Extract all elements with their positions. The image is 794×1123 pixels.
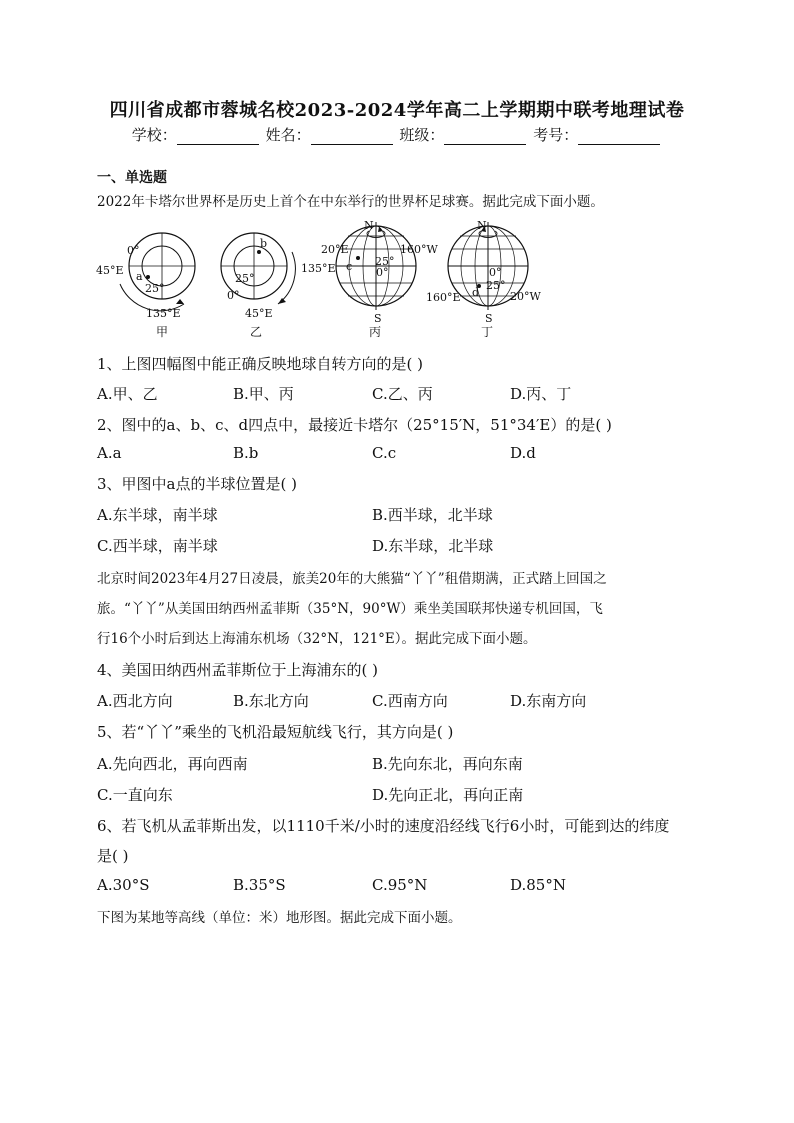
q2-option-b[interactable]: B.b — [233, 444, 259, 462]
label-45e: 45°E — [96, 264, 124, 277]
school-blank[interactable] — [177, 130, 259, 145]
figure-ding — [426, 219, 541, 339]
label-135e: 135°E — [301, 262, 336, 275]
q6-option-c[interactable]: C.95°N — [372, 876, 428, 894]
q5-option-c[interactable]: C.一直向东 — [97, 786, 173, 804]
label-n: N — [364, 219, 374, 232]
point-c — [356, 256, 360, 260]
school-label: 学校： — [131, 126, 177, 144]
q1-option-a[interactable]: A.甲、乙 — [97, 385, 158, 403]
label-c: c — [346, 260, 353, 273]
caption-ding: 丁 — [481, 325, 494, 339]
student-info-line — [0, 124, 794, 145]
globe-figures — [92, 216, 712, 346]
q6-option-b[interactable]: B.35°S — [233, 876, 286, 894]
caption-yi: 乙 — [250, 325, 263, 339]
question-5-stem: 5、若“丫丫”乘坐的飞机沿最短航线飞行，其方向是( ) — [97, 723, 454, 741]
q5-option-b[interactable]: B.先向东北，再向东南 — [372, 755, 523, 773]
label-0: 0° — [376, 266, 389, 279]
label-45e: 45°E — [245, 307, 273, 320]
exam-no-label: 考号： — [533, 126, 579, 144]
q3-option-a[interactable]: A.东半球，南半球 — [97, 506, 218, 524]
name-blank[interactable] — [311, 130, 393, 145]
figure-yi — [221, 233, 336, 339]
figure-bing — [321, 219, 438, 339]
point-a — [146, 275, 150, 279]
label-s: S — [374, 312, 382, 325]
q2-option-d[interactable]: D.d — [510, 444, 536, 462]
label-b: b — [260, 237, 268, 250]
section-heading: 一、单选题 — [97, 170, 167, 186]
q4-option-a[interactable]: A.西北方向 — [97, 692, 173, 710]
label-160w: 160°W — [400, 243, 438, 256]
arrow-head — [176, 299, 184, 304]
q3-option-d[interactable]: D.东半球，北半球 — [372, 537, 494, 555]
q2-option-c[interactable]: C.c — [372, 444, 397, 462]
label-d: d — [472, 286, 480, 299]
label-n: N — [477, 219, 487, 232]
label-160e: 160°E — [426, 291, 461, 304]
passage-2-line-1: 北京时间2023年4月27日凌晨，旅美20年的大熊猫“丫丫”租借期满，正式踏上回国之 — [97, 571, 607, 587]
label-135e: 135°E — [146, 307, 181, 320]
q5-option-d[interactable]: D.先向正北，再向正南 — [372, 786, 524, 804]
q5-option-a[interactable]: A.先向西北，再向西南 — [97, 755, 248, 773]
question-6-stem-line-1: 6、若飞机从孟菲斯出发，以1110千米/小时的速度沿经线飞行6小时，可能到达的纬度 — [97, 817, 670, 835]
class-label: 班级： — [399, 126, 445, 144]
q4-option-d[interactable]: D.东南方向 — [510, 692, 587, 710]
label-0: 0° — [489, 266, 502, 279]
caption-bing: 丙 — [369, 325, 382, 339]
question-2-stem: 2、图中的a、b、c、d四点中，最接近卡塔尔（25°15′N，51°34′E）的是( ) — [97, 416, 612, 434]
label-20e: 20°E — [321, 243, 349, 256]
q3-option-c[interactable]: C.西半球，南半球 — [97, 537, 218, 555]
q1-option-d[interactable]: D.丙、丁 — [510, 385, 572, 403]
label-20w: 20°W — [510, 290, 541, 303]
name-label: 姓名： — [265, 126, 311, 144]
passage-1: 2022年卡塔尔世界杯是历史上首个在中东举行的世界杯足球赛。据此完成下面小题。 — [97, 194, 604, 210]
exam-no-blank[interactable] — [578, 130, 660, 145]
q6-option-d[interactable]: D.85°N — [510, 876, 566, 894]
label-a: a — [136, 270, 143, 283]
question-6-stem-line-2: 是( ) — [97, 847, 129, 865]
question-1-stem: 1、上图四幅图中能正确反映地球自转方向的是( ) — [97, 355, 424, 373]
point-b — [257, 250, 261, 254]
passage-2-line-2: 旅。“丫丫”从美国田纳西州孟菲斯（35°N，90°W）乘坐美国联邦快递专机回国，飞 — [97, 601, 603, 617]
label-s: S — [485, 312, 493, 325]
caption-jia: 甲 — [156, 325, 169, 339]
q4-option-b[interactable]: B.东北方向 — [233, 692, 309, 710]
label-0: 0° — [127, 244, 140, 257]
q2-option-a[interactable]: A.a — [97, 444, 122, 462]
passage-3: 下图为某地等高线（单位：米）地形图。据此完成下面小题。 — [97, 910, 462, 926]
question-3-stem: 3、甲图中a点的半球位置是( ) — [97, 475, 297, 493]
label-25: 25° — [375, 255, 395, 268]
label-25: 25° — [235, 272, 255, 285]
question-4-stem: 4、美国田纳西州孟菲斯位于上海浦东的( ) — [97, 661, 379, 679]
figure-jia — [96, 233, 195, 339]
class-blank[interactable] — [444, 130, 526, 145]
arrow-head — [278, 298, 286, 304]
q3-option-b[interactable]: B.西半球，北半球 — [372, 506, 493, 524]
page-title: 四川省成都市蓉城名校2023-2024学年高二上学期期中联考地理试卷 — [109, 100, 685, 121]
q6-option-a[interactable]: A.30°S — [97, 876, 150, 894]
label-25: 25° — [486, 279, 506, 292]
label-25: 25° — [145, 282, 165, 295]
q1-option-c[interactable]: C.乙、丙 — [372, 385, 433, 403]
passage-2-line-3: 行16个小时后到达上海浦东机场（32°N，121°E）。据此完成下面小题。 — [97, 631, 537, 647]
q4-option-c[interactable]: C.西南方向 — [372, 692, 448, 710]
q1-option-b[interactable]: B.甲、丙 — [233, 385, 294, 403]
label-0: 0° — [227, 289, 240, 302]
